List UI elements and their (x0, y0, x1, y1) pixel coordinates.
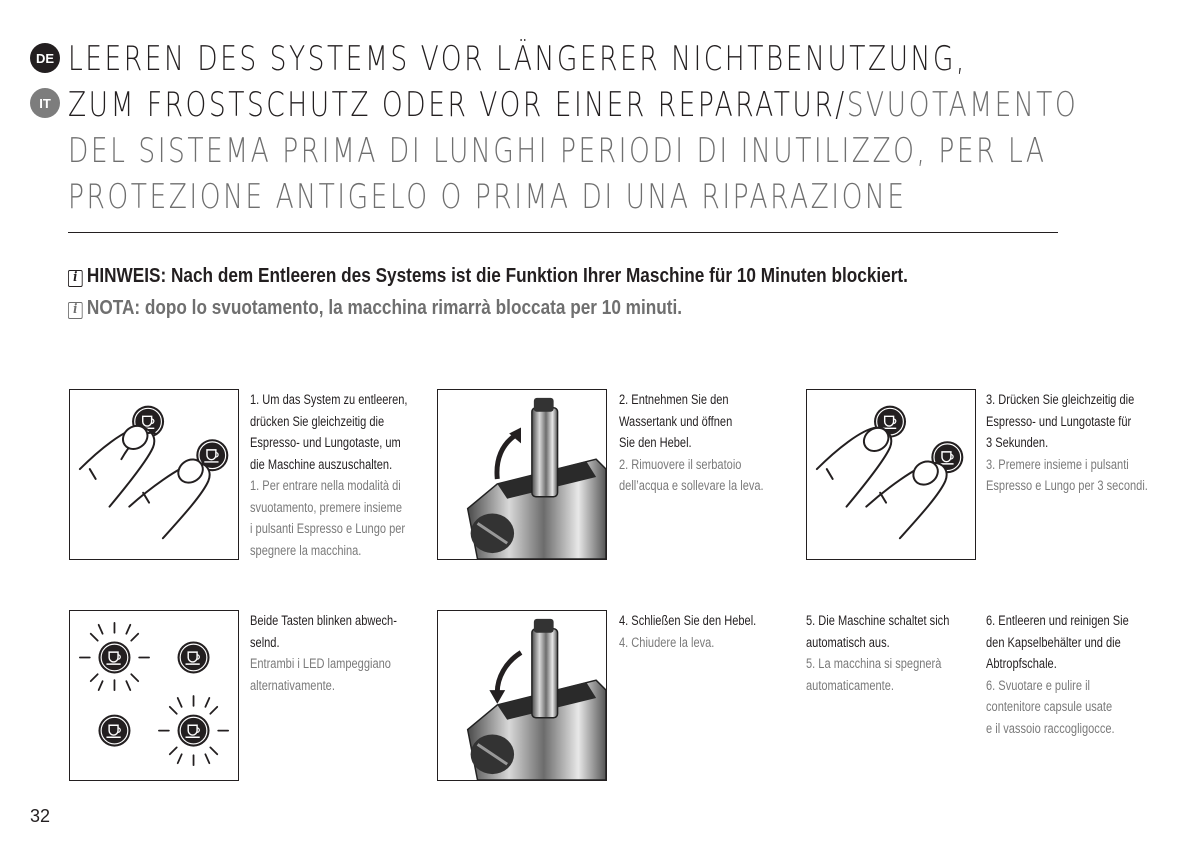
step-4-text: 4. Schließen Sie den Hebel. 4. Chiudere la leva. (619, 613, 757, 650)
cup-button-icon (98, 715, 130, 747)
illustration-press-buttons-1 (69, 389, 239, 560)
step-5-text: 5. Die Maschine schaltet sich automatisch aus. 5. La macchina si spegnerà automaticamente. (806, 613, 950, 693)
finger-press-icon (80, 421, 210, 538)
step-6-text: 6. Entleeren und reinigen Sie den Kapselbehälter und die Abtropfschale. 6. Svuotare e pulire il contenitore capsule usate e il vassoio raccogligocce. (986, 613, 1129, 736)
title-line-2 (68, 82, 1082, 128)
finger-press-icon (817, 423, 947, 538)
step-1-text: 1. Um das System zu entleeren, drücken Sie gleichzeitig die Espresso- und Lungotaste, um die Maschine auszuschalten. 1. Per entrare nella modalità di svuotamento, premere insieme i pulsanti Espresso e Lungo per spegnere la macchina. (250, 392, 408, 558)
language-badge-it: IT (30, 88, 60, 118)
note-de-text: HINWEIS: Nach dem Entleeren des Systems ist die Funktion Ihrer Maschine für 10 Minuten blockiert. (86, 265, 908, 287)
info-icon: i (68, 270, 83, 287)
illustration-open-lever (437, 389, 607, 560)
title-line-2-de: ZUM FROSTSCHUTZ ODER VOR EINER REPARATUR/ (68, 85, 847, 125)
language-badge-de: DE (30, 43, 60, 73)
lever-close-arrow-icon (497, 653, 521, 693)
illustration-blinking-leds (69, 610, 239, 781)
cup-button-icon (178, 641, 210, 673)
title-line-1: LEEREN DES SYSTEMS VOR LÄNGERER NICHTBENUTZUNG, (68, 39, 967, 79)
info-icon: i (68, 302, 83, 319)
page-number: 32 (30, 806, 51, 826)
lever-open-arrow-icon (497, 435, 515, 478)
title-line-3: DEL SISTEMA PRIMA DI LUNGHI PERIODI DI INUTILIZZO, PER LA (68, 131, 1047, 171)
title-divider (68, 232, 1058, 233)
machine-illustration (468, 619, 606, 780)
title-line-2-it: SVUOTAMENTO (846, 85, 1079, 125)
step-2-text: 2. Entnehmen Sie den Wassertank und öffnen Sie den Hebel. 2. Rimuovere il serbatoio dell’acqua e sollevare la leva. (619, 392, 764, 493)
note-de (68, 265, 908, 288)
note-it-text: NOTA: dopo lo svuotamento, la macchina rimarrà bloccata per 10 minuti. (86, 297, 683, 319)
step-blink-text: Beide Tasten blinken abwech- selnd. Entrambi i LED lampeggiano alternativamente. (250, 613, 397, 693)
machine-illustration (468, 398, 606, 559)
illustration-close-lever (437, 610, 607, 781)
illustration-press-buttons-3 (806, 389, 976, 560)
page-title (68, 36, 1082, 220)
cup-button-icon (98, 641, 130, 673)
cup-button-icon (178, 715, 210, 747)
note-it (68, 297, 682, 320)
step-3-text: 3. Drücken Sie gleichzeitig die Espresso- und Lungotaste für 3 Sekunden. 3. Premere insieme i pulsanti Espresso e Lungo per 3 secondi. (986, 392, 1148, 493)
title-line-4: PROTEZIONE ANTIGELO O PRIMA DI UNA RIPARAZIONE (68, 177, 907, 217)
